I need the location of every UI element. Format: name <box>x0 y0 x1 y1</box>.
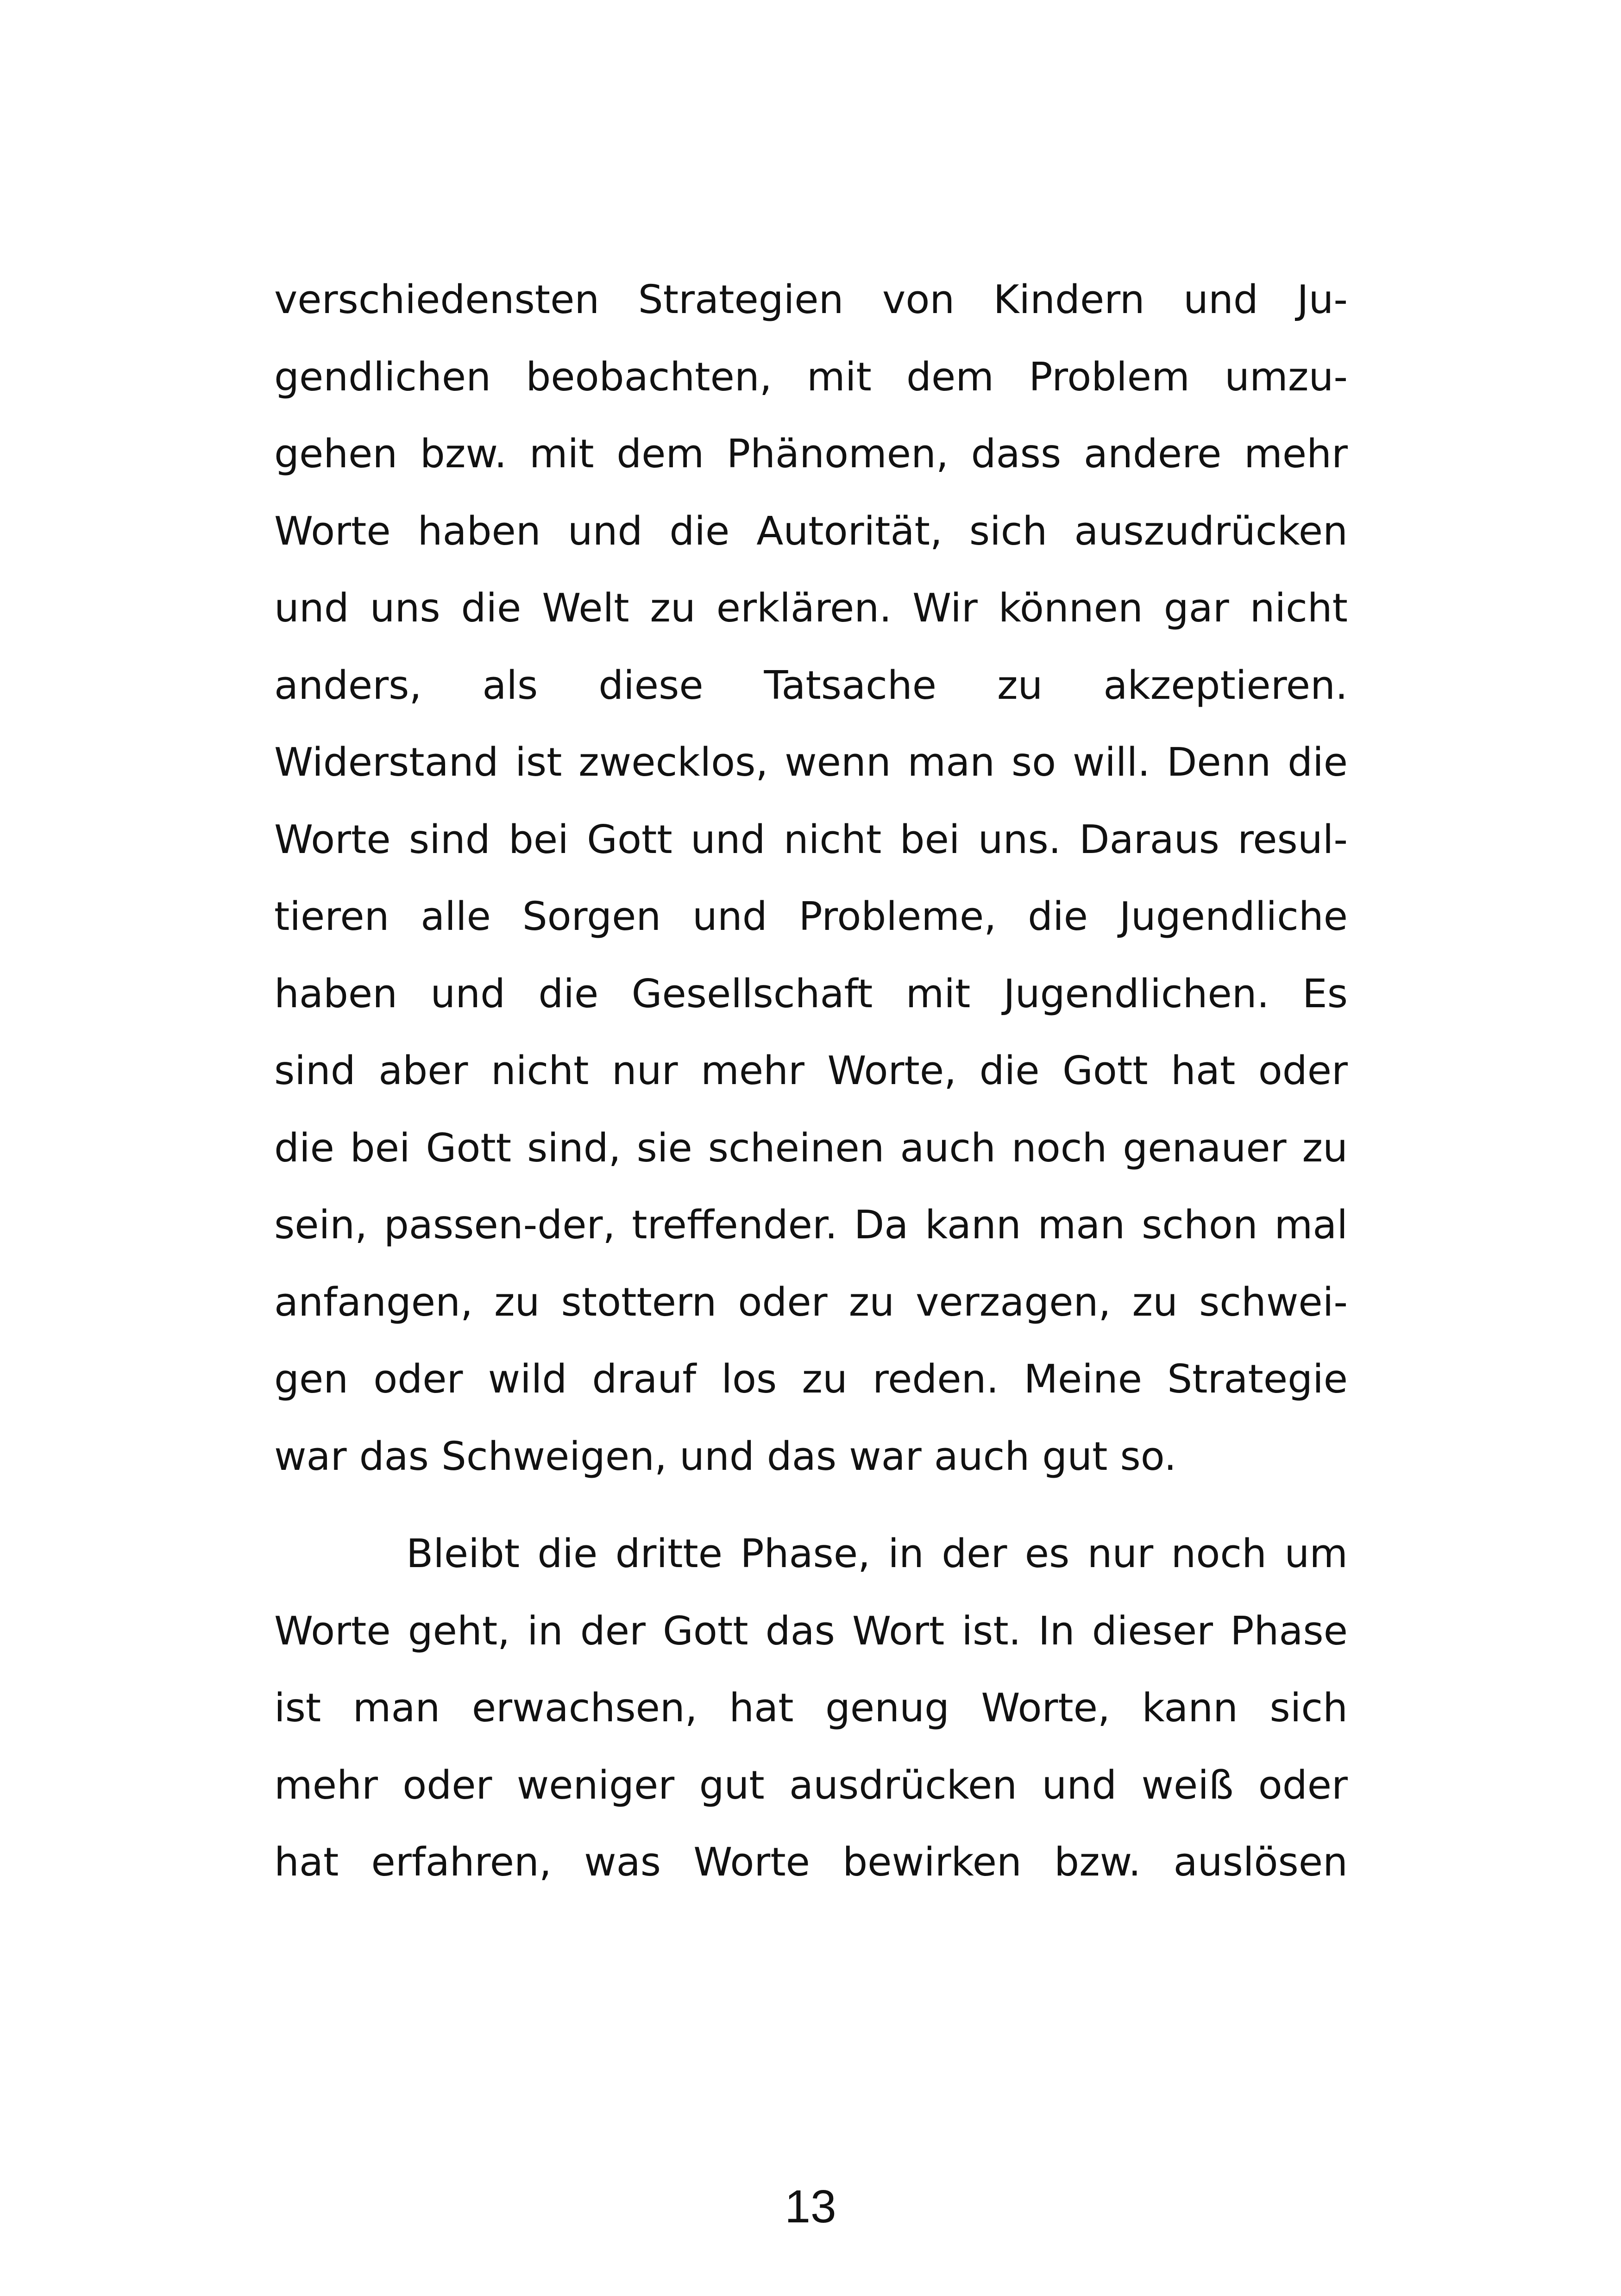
paragraph-1 <box>274 262 1348 1495</box>
body-text <box>274 262 1348 1901</box>
text-line: ist man erwachsen, hat genug Worte, kann sich <box>274 1685 1348 1731</box>
paragraph-2 <box>274 1516 1348 1901</box>
text-line: die bei Gott sind, sie scheinen auch noch genauer zu <box>274 1125 1348 1171</box>
text-line: sind aber nicht nur mehr Worte, die Gott hat oder <box>274 1048 1348 1094</box>
text-line: sein, passen-der, treffender. Da kann man schon mal <box>274 1202 1348 1248</box>
text-line: mehr oder weniger gut ausdrücken und weiß oder <box>274 1762 1348 1808</box>
text-line: tieren alle Sorgen und Probleme, die Jugendliche <box>274 894 1348 940</box>
text-line: hat erfahren, was Worte bewirken bzw. auslösen <box>274 1839 1348 1885</box>
text-line: Worte geht, in der Gott das Wort ist. In dieser Phase <box>274 1608 1348 1654</box>
text-line: haben und die Gesellschaft mit Jugendlichen. Es <box>274 971 1348 1017</box>
text-line: gendlichen beobachten, mit dem Problem umzu- <box>274 354 1348 400</box>
text-line: verschiedensten Strategien von Kindern und Ju- <box>274 277 1348 323</box>
text-line: Worte haben und die Autorität, sich auszudrücken <box>274 508 1348 554</box>
text-line: gehen bzw. mit dem Phänomen, dass andere mehr <box>274 431 1348 477</box>
page-number: 13 <box>785 2181 836 2233</box>
text-line: anfangen, zu stottern oder zu verzagen, zu schwei- <box>274 1279 1348 1325</box>
text-line: war das Schweigen, und das war auch gut so. <box>274 1433 1177 1480</box>
text-line: Bleibt die dritte Phase, in der es nur noch um <box>406 1531 1348 1577</box>
text-line: gen oder wild drauf los zu reden. Meine Strategie <box>274 1356 1348 1402</box>
text-line: Widerstand ist zwecklos, wenn man so will. Denn die <box>274 740 1348 785</box>
paragraph-gap <box>274 1495 1348 1516</box>
text-line: Worte sind bei Gott und nicht bei uns. Daraus resul- <box>274 816 1348 863</box>
text-line: anders, als diese Tatsache zu akzeptieren. <box>274 662 1348 709</box>
text-line: und uns die Welt zu erklären. Wir können gar nicht <box>274 585 1348 631</box>
